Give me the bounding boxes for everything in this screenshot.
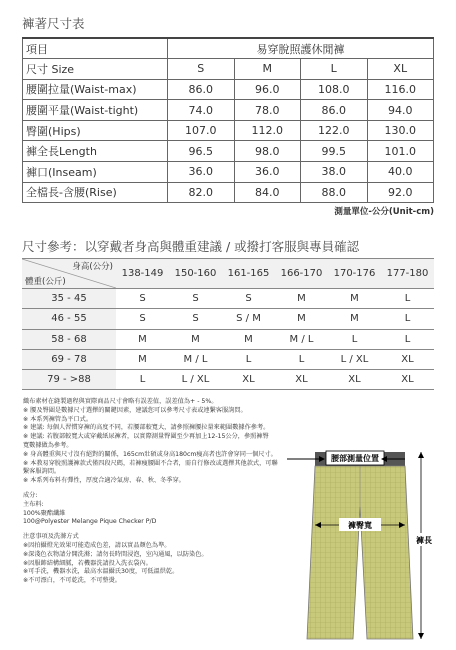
size-cell: M (275, 309, 328, 329)
reference-table (22, 258, 434, 390)
value-cell: 86.0 (301, 100, 368, 121)
note-line: ※ 本教易穿脫照護褲款式僅四段尺碼，若褲瘦腰圍不合者，需自行修改或選擇其他款式，可聯 (23, 459, 278, 467)
size-cell: S (222, 289, 275, 309)
note-line: ※ 本系列布料有彈性，厚度合適冷氣房、春、秋、冬季穿。 (23, 477, 185, 485)
value-cell: 107.0 (168, 120, 235, 141)
row-label: 全檔長-含腰(Rise) (23, 182, 168, 203)
size-cell: M (234, 59, 301, 80)
note-line: ※ 腰及臀圍是數據尺寸選擇的關鍵因素，建議您可以參考尺寸表或連繫客服詢問。 (23, 406, 247, 414)
note-line: ※ 本系列褲管為平口式。 (23, 415, 93, 423)
table-row (23, 162, 434, 183)
length-label: 褲長 (416, 536, 432, 545)
value-cell: 112.0 (234, 120, 301, 141)
size-cell: L (328, 329, 381, 349)
size-cell: L (116, 370, 169, 390)
value-cell: 40.0 (367, 162, 434, 183)
height-header: 166-170 (275, 259, 328, 289)
table-row (23, 59, 434, 80)
weight-label: 體重(公斤) (25, 277, 66, 287)
size-cell: M (328, 289, 381, 309)
note-line: 繫客服詢問。 (23, 468, 61, 476)
diagonal-header (22, 259, 116, 289)
value-cell: 98.0 (234, 141, 301, 162)
waist-measure-label: 腰部測量位置 (331, 454, 379, 463)
row-label: 褲全長Length (23, 141, 168, 162)
note-line: ※ 建議: 每個人習慣穿褲的高度不同，若腰部較寬大，請參照褲腰拉量來範圍數據作參考。 (23, 424, 270, 432)
material-line: 100%聚酯纖維 (23, 509, 66, 517)
reference-title: 尺寸參考：以穿戴者身高與體重建議 / 或撥打客服與專員確認 (22, 239, 360, 254)
size-cell: S (169, 289, 222, 309)
table-header-product: 易穿脫照護休閒褲 (168, 38, 434, 59)
value-cell: 84.0 (234, 182, 301, 203)
value-cell: 82.0 (168, 182, 235, 203)
size-cell: L / XL (328, 349, 381, 369)
size-cell: S (116, 289, 169, 309)
row-label: 腰圍平量(Waist-tight) (23, 100, 168, 121)
value-cell: 92.0 (367, 182, 434, 203)
size-chart-title: 褲著尺寸表 (22, 16, 85, 31)
weight-cell: 58 - 68 (22, 329, 116, 349)
table-header-label: 項目 (23, 38, 168, 59)
notes-section (23, 398, 313, 586)
value-cell: 36.0 (168, 162, 235, 183)
note-line: 寬數據做為參考。 (23, 441, 73, 449)
size-cell: XL (367, 59, 434, 80)
value-cell: 38.0 (301, 162, 368, 183)
size-cell: M (328, 309, 381, 329)
size-cell: L (222, 349, 275, 369)
size-cell: M (275, 289, 328, 309)
size-cell: S / M (222, 309, 275, 329)
value-cell: 108.0 (301, 79, 368, 100)
value-cell: 96.0 (234, 79, 301, 100)
value-cell: 130.0 (367, 120, 434, 141)
table-row (22, 349, 434, 369)
row-label: 臀圍(Hips) (23, 120, 168, 141)
table-row (23, 182, 434, 203)
value-cell: 78.0 (234, 100, 301, 121)
weight-cell: 46 - 55 (22, 309, 116, 329)
value-cell: 86.0 (168, 79, 235, 100)
pants-diagram (285, 447, 435, 647)
note-line: 織布素材在縫製過程與實際商品尺寸會略有誤差值，誤差值為+ - 5%。 (23, 398, 218, 405)
size-cell: XL (381, 370, 434, 390)
size-cell: M (116, 329, 169, 349)
height-header: 170-176 (328, 259, 381, 289)
size-cell: M (169, 329, 222, 349)
care-line: ※可手洗，機器水洗，最高水溫攝氏30度，可低溫烘乾。 (23, 568, 179, 576)
row-label: 腰圍拉量(Waist-max) (23, 79, 168, 100)
size-cell: M / L (169, 349, 222, 369)
height-header: 177-180 (381, 259, 434, 289)
table-row (22, 259, 434, 289)
size-cell: L (381, 289, 434, 309)
size-cell: S (116, 309, 169, 329)
care-line: 注意事項及洗滌方式 (23, 533, 79, 541)
size-cell: L (301, 59, 368, 80)
table-row (23, 79, 434, 100)
size-chart-table (22, 37, 434, 203)
size-cell: L (275, 349, 328, 369)
table-row (23, 141, 434, 162)
care-line: ※深淺色衣物請分開洗滌；請勿長時間浸泡，室內通風，以防染色。 (23, 550, 208, 558)
size-cell: L / XL (169, 370, 222, 390)
height-header: 138-149 (116, 259, 169, 289)
hip-width-label: 褲臀寬 (348, 521, 372, 530)
material-line: 成分: (23, 491, 38, 499)
height-label: 身高(公分) (72, 262, 113, 272)
care-line: ※不可漂白，不可乾洗，不可整燙。 (23, 577, 121, 585)
value-cell: 74.0 (168, 100, 235, 121)
size-cell: S (168, 59, 235, 80)
material-line: 主布料: (23, 500, 44, 508)
height-header: 161-165 (222, 259, 275, 289)
table-row (23, 38, 434, 59)
size-cell: L (381, 329, 434, 349)
material-line: 100@Polyester Melange Pique Checker P/D (23, 518, 157, 526)
value-cell: 36.0 (234, 162, 301, 183)
size-cell: M / L (275, 329, 328, 349)
size-cell: M (116, 349, 169, 369)
value-cell: 101.0 (367, 141, 434, 162)
weight-cell: 35 - 45 (22, 289, 116, 309)
note-line: ※ 建議: 若腹部較寬大或穿戴紙尿褲者，以實際測量臀圍至少再加上12-15公分，參照褲臀 (23, 433, 269, 441)
size-cell: L (381, 309, 434, 329)
value-cell: 96.5 (168, 141, 235, 162)
size-cell: XL (275, 370, 328, 390)
table-row (22, 370, 434, 390)
height-header: 150-160 (169, 259, 222, 289)
row-label: 褲口(Inseam) (23, 162, 168, 183)
unit-note: 測量單位-公分(Unit-cm) (334, 207, 434, 217)
size-cell: XL (381, 349, 434, 369)
value-cell: 116.0 (367, 79, 434, 100)
table-row (22, 329, 434, 349)
row-label: 尺寸 Size (23, 59, 168, 80)
value-cell: 99.5 (301, 141, 368, 162)
table-row (23, 100, 434, 121)
table-row (22, 309, 434, 329)
weight-cell: 69 - 78 (22, 349, 116, 369)
size-cell: XL (328, 370, 381, 390)
care-line: ※因服飾結構細膩，若機器洗請投入洗衣袋內。 (23, 559, 152, 567)
weight-cell: 79 - >88 (22, 370, 116, 390)
note-line: ※ 身高體重與尺寸沒有絕對的關係，165cm壯碩或身高180cm瘦高者也許會穿同一個尺寸。 (23, 450, 277, 458)
value-cell: 122.0 (301, 120, 368, 141)
care-line: ※因拍攝燈光效果可能造成色差，請以實品顏色為準。 (23, 541, 171, 549)
size-cell: S (169, 309, 222, 329)
value-cell: 94.0 (367, 100, 434, 121)
table-row (22, 289, 434, 309)
size-cell: M (222, 329, 275, 349)
table-row (23, 120, 434, 141)
value-cell: 88.0 (301, 182, 368, 203)
size-cell: XL (222, 370, 275, 390)
